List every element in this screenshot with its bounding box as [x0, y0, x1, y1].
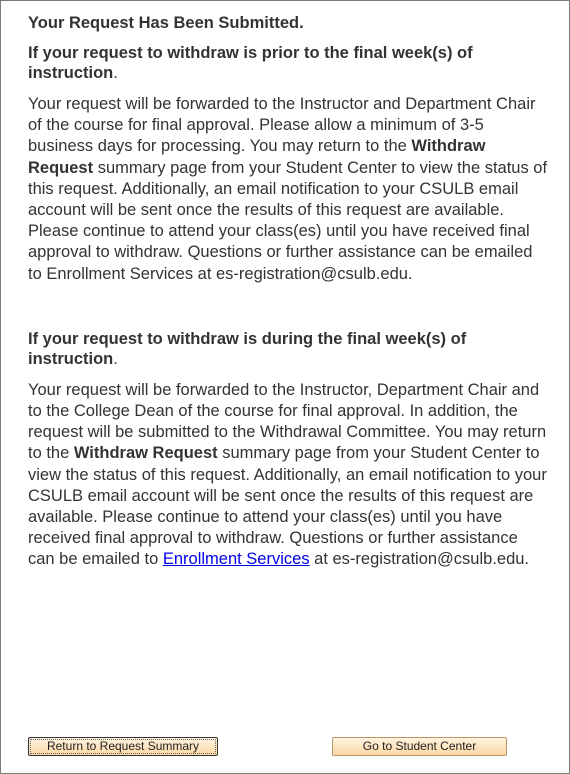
return-to-request-summary-button[interactable]: Return to Request Summary — [28, 737, 218, 756]
section-prior-heading-period: . — [113, 64, 118, 82]
section-final-heading-text: If your request to withdraw is during the final week(s) of instruction — [28, 329, 467, 368]
section-final-heading-period: . — [113, 349, 118, 368]
section-final-heading — [28, 329, 548, 369]
confirmation-content — [28, 13, 548, 571]
section-prior-heading-text: If your request to withdraw is prior to the final week(s) of instruction — [28, 44, 473, 82]
section-final-text-3: at es-registration@csulb.edu. — [309, 550, 530, 569]
section-final-paragraph — [28, 380, 548, 571]
go-to-student-center-button[interactable]: Go to Student Center — [332, 737, 507, 756]
section-prior-text-2: summary page from your Student Center to view the status of this request. Additionally, an email notification to your CSULB email account will be sent once the results of this request are available. Please continue to attend your class(es) until you have received final approval to withdraw. Questions or further assistance can be emailed to Enrollment Services at es-registration@csulb.edu. — [28, 158, 548, 283]
page-title: Your Request Has Been Submitted. — [28, 14, 304, 32]
section-prior-heading — [28, 43, 548, 83]
section-final-text-2: summary page from your Student Center to view the status of this request. Additionally, an email notification to your CSULB email account will be sent once the results of this request are available. Please continue to attend your class(es) until you have received final approval to withdraw. Questions or further assistance can be emailed to — [28, 444, 547, 569]
section-prior-withdraw-request: Withdraw Request — [28, 137, 486, 177]
enrollment-services-link[interactable]: Enrollment Services — [162, 550, 310, 569]
section-final-withdraw-request: Withdraw Request — [73, 444, 218, 463]
section-spacer — [28, 285, 548, 329]
section-prior-text-1: Your request will be forwarded to the Instructor and Department Chair of the course for final approval. Please allow a minimum of 3-5 business days for processing. You may return to the — [28, 95, 536, 156]
section-prior-paragraph — [28, 94, 548, 285]
section-final-text-1: Your request will be forwarded to the Instructor, Department Chair and to the College Dean of the course for final approval. In addition, the request will be submitted to the Withdrawal Committee. You may return to the — [28, 380, 547, 463]
